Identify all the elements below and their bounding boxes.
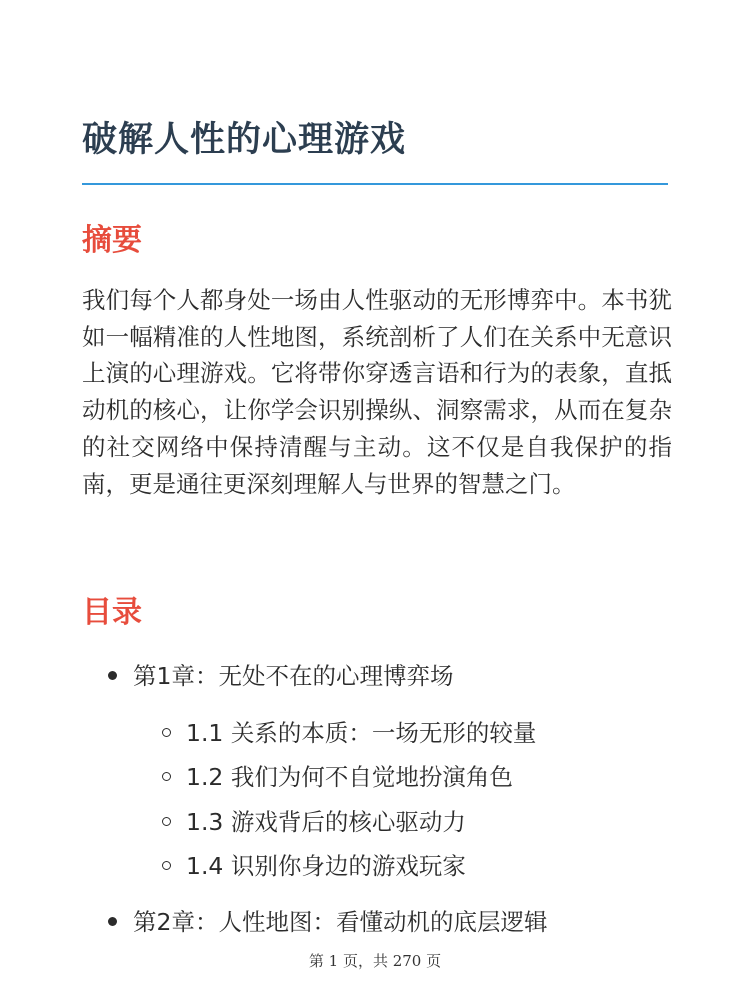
toc-chapter-label: 第2章：人性地图：看懂动机的底层逻辑	[133, 908, 548, 936]
document-title: 破解人性的心理游戏	[82, 120, 407, 160]
toc-chapter-item	[108, 658, 453, 694]
bullet-circle-icon	[162, 861, 171, 870]
bullet-disc-icon	[108, 671, 117, 680]
toc-chapter-item	[108, 904, 547, 940]
bullet-circle-icon	[162, 772, 171, 781]
toc-section-label: 1.1 关系的本质：一场无形的较量	[186, 719, 537, 747]
toc-section-item	[162, 848, 466, 884]
toc-chapter-label: 第1章：无处不在的心理博弈场	[133, 662, 454, 690]
toc-section-item	[162, 759, 513, 795]
title-divider	[82, 183, 668, 185]
toc-heading: 目录	[82, 595, 142, 630]
bullet-circle-icon	[162, 728, 171, 737]
toc-section-label: 1.2 我们为何不自觉地扮演角色	[186, 763, 513, 791]
abstract-heading: 摘要	[82, 223, 142, 258]
toc-section-label: 1.3 游戏背后的核心驱动力	[186, 808, 466, 836]
toc-section-item	[162, 715, 536, 751]
toc-section-label: 1.4 识别你身边的游戏玩家	[186, 852, 466, 880]
abstract-paragraph: 我们每个人都身处一场由人性驱动的无形博弈中。本书犹如一幅精准的人性地图，系统剖析了人们在关系中无意识上演的心理游戏。它将带你穿透言语和行为的表象，直抵动机的核心，让你学会识别操纵、洞察需求，从而在复杂的社交网络中保持清醒与主动。这不仅是自我保护的指南，更是通往更深刻理解人与世界的智慧之门。	[82, 286, 672, 498]
page-number-footer: 第 1 页，共 270 页	[308, 952, 442, 970]
toc-section-item	[162, 804, 466, 840]
bullet-circle-icon	[162, 817, 171, 826]
bullet-disc-icon	[108, 917, 117, 926]
